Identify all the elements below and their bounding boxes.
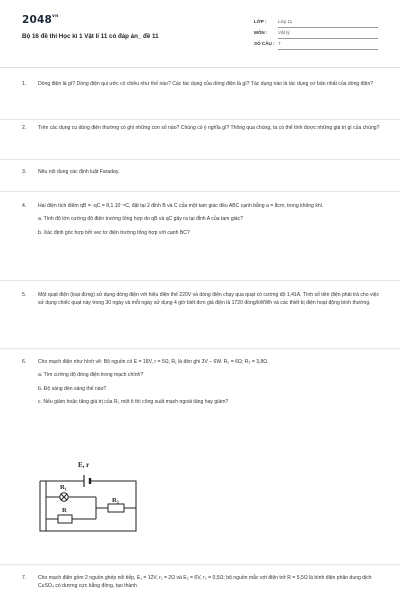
r3-label: R₃ xyxy=(112,497,119,504)
question-part-a: a. Tính độ lớn cường độ điện trường tổng hợp do qB và qC gây ra tại đỉnh A của tam giác? xyxy=(38,216,244,223)
question-7 xyxy=(22,574,382,591)
meta-fields xyxy=(254,18,382,51)
question-number: 4. xyxy=(22,203,27,209)
class-label: LỚP : xyxy=(254,19,267,24)
question-number: 2. xyxy=(22,125,27,131)
subject-value: Vật lý xyxy=(278,30,378,39)
question-divider xyxy=(0,119,400,120)
document-title: Bộ 16 đề thi Học kì 1 Vật lí 11 có đáp án_ đề 11 xyxy=(22,33,159,40)
resistor-r3 xyxy=(108,504,124,512)
question-2 xyxy=(22,124,382,132)
question-divider xyxy=(0,348,400,349)
source-label: E, r xyxy=(78,461,90,469)
question-part-b: b. Độ sáng đèn sáng thế nào? xyxy=(38,385,107,392)
question-divider xyxy=(0,564,400,565)
r1-label: R₁ xyxy=(60,484,67,491)
question-divider xyxy=(0,159,400,160)
site-logo[interactable]: $2048^{vn}$ xyxy=(22,14,59,26)
question-text: Nêu nội dung các định luật Faraday. xyxy=(38,169,120,175)
question-3 xyxy=(22,168,382,176)
question-number: 3. xyxy=(22,169,27,175)
question-text: Dòng điện là gì? Dòng điện qui ước có chiều như thế nào? Các tác dụng của dòng điện là gì? Tác dụng nào là tác dụng cơ bản nhất của dòng điện? xyxy=(38,81,374,87)
question-5 xyxy=(22,291,382,308)
question-number: 1. xyxy=(22,81,27,87)
question-1 xyxy=(22,80,382,88)
question-count-label: SỐ CÂU : xyxy=(254,41,275,46)
question-number: 6. xyxy=(22,359,27,365)
question-6 xyxy=(22,358,382,407)
question-text: Hai điện tích điểm qB = -qC = 8,1.10⁻⁸C, đặt tại 2 đỉnh B và C của một tam giác đều ABC cạnh bằng a = 8cm, trong không khí. xyxy=(38,203,324,209)
question-text: Một quạt điện (loại đứng) sử dụng dòng điện với hiệu điện thế 220V và dòng điện chạy qua quạt có cường độ 1,41A. Tính số tiền điện phải trả cho việc sử dụng chiếc quạt này trong 30 ngày và mỗi ngày sử dụng 4 giờ biết đơn giá điện là 1720 đồng/kWWh và các thiết bị điện hoạt động bình thường. xyxy=(38,292,380,307)
resistor-r xyxy=(58,515,72,523)
circuit-diagram xyxy=(38,457,138,535)
document-header xyxy=(22,14,382,60)
question-part-c: c. Nếu giảm hoặc tăng giá trị của R₂ một ít thì công suất mạch ngoài tăng hay giảm? xyxy=(38,399,229,406)
question-divider xyxy=(0,280,400,281)
subject-label: MÔN : xyxy=(254,30,268,35)
question-text: Cho mạch điện như hình vẽ: Bộ nguồn có E = 18V, r = 5Ω, R₁ là đèn ghi 3V – 6W. R₂ = 6Ω; R₃ = 3,8Ω. xyxy=(38,359,269,365)
question-number: 5. xyxy=(22,292,27,298)
header-divider xyxy=(0,67,400,68)
class-field xyxy=(254,18,382,29)
question-number: 7. xyxy=(22,575,27,581)
question-text: Cho mạch điện gồm 2 nguồn ghép nối tiếp, E₁ = 12V, r₁ = 2Ω và E₂ = 6V, r₂ = 0,5Ω; bộ nguồn mắc với điện trở R = 5,5Ω là bình điện phân dung dịch CuSO₄ có dương cực bằng đồng, tạo thành xyxy=(38,575,372,590)
question-4 xyxy=(22,202,382,237)
question-part-b: b. Xác định góc hợp bởi vec tơ điện trường tổng hợp với cạnh BC? xyxy=(38,229,190,236)
question-part-a: a. Tìm cường độ dòng điện trong mạch chính? xyxy=(38,372,144,379)
question-count-field xyxy=(254,40,382,51)
question-divider xyxy=(0,191,400,192)
question-text: Trên các dụng cụ dùng điện thường có ghi những con số nào? Chúng có ý nghĩa gì? Thông qua chúng, ta có thể tính được những giá trị gì của chúng? xyxy=(38,125,380,131)
class-value: Lớp 11 xyxy=(278,19,378,28)
question-count-value: 7 xyxy=(278,41,378,50)
subject-field xyxy=(254,29,382,40)
r-label: R xyxy=(62,507,67,514)
